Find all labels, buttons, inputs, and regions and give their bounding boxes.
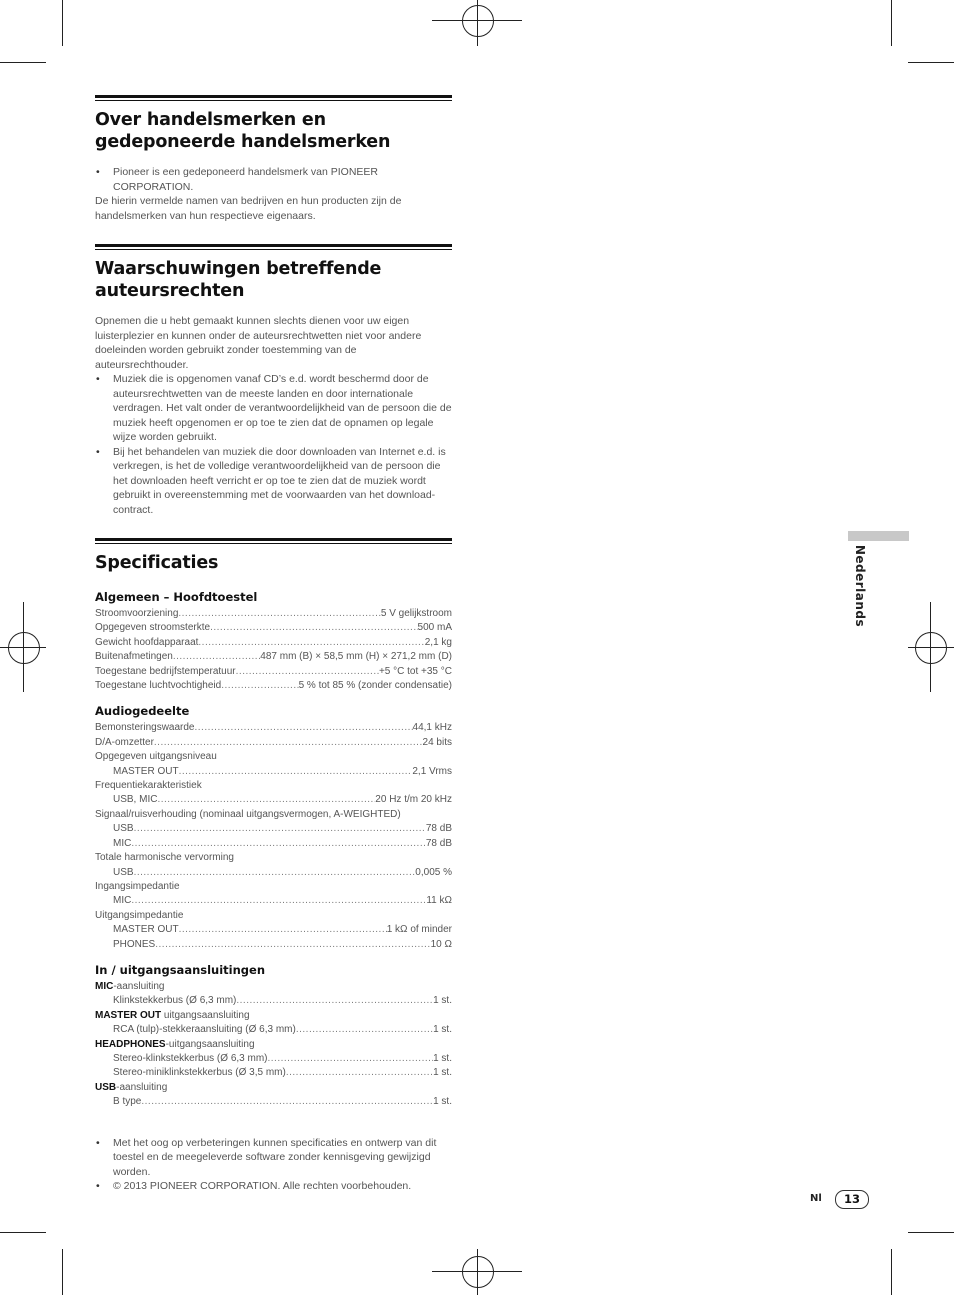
spec-row: Toegestane bedrijfstemperatuur ..... +5 °C tot +35 °C bbox=[95, 665, 452, 679]
spec-label: MASTER OUT uitgangsaansluiting bbox=[95, 1009, 250, 1021]
spec-row: USB ..... 78 dB bbox=[95, 822, 452, 836]
section-rule bbox=[95, 244, 452, 250]
general-specs bbox=[95, 590, 452, 693]
spec-row: Buitenafmetingen ..... 487 mm (B) × 58,5 mm (H) × 271,2 mm (D) bbox=[95, 650, 452, 664]
spec-row: Gewicht hoofdapparaat ..... 2,1 kg bbox=[95, 636, 452, 650]
copyright-paragraph: Opnemen die u hebt gemaakt kunnen slechts dienen voor uw eigen luisterplezier en kunnen onder de auteursrechtwetten niet voor andere doeleinden worden gebruikt zonder toestemming van de auteursrechthouder. bbox=[95, 315, 422, 371]
spec-row: USB ..... 0,005 % bbox=[95, 866, 452, 880]
general-heading: Algemeen – Hoofdtoestel bbox=[95, 590, 258, 604]
spec-label: Uitgangsimpedantie bbox=[95, 909, 184, 921]
spec-label: Totale harmonische vervorming bbox=[95, 852, 234, 864]
spec-row: B type ..... 1 st. bbox=[95, 1095, 452, 1109]
spec-row: PHONES ..... 10 Ω bbox=[95, 938, 452, 952]
language-tab bbox=[848, 531, 909, 541]
copyright-bullet: • Bij het behandelen van muziek die door downloaden van Internet e.d. is verkregen, is het de volledige verantwoordelijkheid van de persoon die het downloaden heeft verricht er op toe te zien dat de muziek wordt gebruikt in overeenstemming met de voorwaarden van het download-contract. bbox=[95, 445, 452, 518]
spec-row: Stereo-miniklinkstekkerbus (Ø 3,5 mm) ..... 1 st. bbox=[95, 1066, 452, 1080]
spec-label: Frequentiekarakteristiek bbox=[95, 780, 202, 792]
spec-label: HEADPHONES-uitgangsaansluiting bbox=[95, 1038, 255, 1050]
trademarks-title: Over handelsmerken en gedeponeerde handelsmerken bbox=[95, 110, 391, 152]
spec-row: RCA (tulp)-stekkeraansluiting (Ø 6,3 mm) ..... 1 st. bbox=[95, 1023, 452, 1037]
spec-label: USB-aansluiting bbox=[95, 1081, 168, 1093]
specs-section bbox=[95, 538, 452, 1194]
spec-label: Opgegeven uitgangsniveau bbox=[95, 751, 217, 763]
spec-row: Stroomvoorziening ..... 5 V gelijkstroom bbox=[95, 607, 452, 621]
copyright-section bbox=[95, 244, 452, 517]
page-number: 13 bbox=[835, 1190, 869, 1209]
spec-label: Ingangsimpedantie bbox=[95, 880, 180, 892]
note-bullet: • © 2013 PIONEER CORPORATION. Alle rechten voorbehouden. bbox=[95, 1179, 452, 1194]
spec-row: Klinkstekkerbus (Ø 6,3 mm) ..... 1 st. bbox=[95, 994, 452, 1008]
spec-row: MIC ..... 11 kΩ bbox=[95, 894, 452, 908]
spec-row: USB, MIC ..... 20 Hz t/m 20 kHz bbox=[95, 793, 452, 807]
spec-label: Signaal/ruisverhouding (nominaal uitgangsvermogen, A-WEIGHTED) bbox=[95, 808, 401, 820]
spec-row: D/A-omzetter ..... 24 bits bbox=[95, 736, 452, 750]
spec-row: MASTER OUT ..... 1 kΩ of minder bbox=[95, 923, 452, 937]
spec-row: Stereo-klinkstekkerbus (Ø 6,3 mm) ..... 1 st. bbox=[95, 1052, 452, 1066]
spec-row: Toegestane luchtvochtigheid ..... 5 % tot 85 % (zonder condensatie) bbox=[95, 679, 452, 693]
main-column bbox=[95, 95, 452, 1194]
audio-specs bbox=[95, 704, 452, 952]
note-bullet: • Met het oog op verbeteringen kunnen specificaties en ontwerp van dit toestel en de meegeleverde software zonder kennisgeving gewijzigd worden. bbox=[95, 1136, 452, 1180]
section-rule bbox=[95, 95, 452, 101]
spec-label: MIC-aansluiting bbox=[95, 980, 165, 992]
footer-language: Nl bbox=[810, 1193, 822, 1204]
trademarks-bullet: • Pioneer is een gedeponeerd handelsmerk van PIONEER CORPORATION. bbox=[95, 165, 452, 194]
trademarks-section bbox=[95, 95, 452, 223]
specs-title: Specificaties bbox=[95, 553, 219, 573]
trademarks-paragraph: De hierin vermelde namen van bedrijven en hun producten zijn de handelsmerken van hun respectieve eigenaars. bbox=[95, 195, 402, 222]
spec-row: Bemonsteringswaarde ..... 44,1 kHz bbox=[95, 721, 452, 735]
copyright-bullet: • Muziek die is opgenomen vanaf CD’s e.d. wordt beschermd door de auteursrechtwetten van de meeste landen en door internationale verdragen. Het valt onder de verantwoordelijkheid van de persoon die de muziek heeft opgenomen er op toe te zien dat de opnamen op legale wijze worden gebruikt. bbox=[95, 372, 452, 445]
section-rule bbox=[95, 538, 452, 544]
spec-row: Opgegeven stroomsterkte ..... 500 mA bbox=[95, 621, 452, 635]
io-specs bbox=[95, 963, 452, 1110]
spec-row: MIC ..... 78 dB bbox=[95, 837, 452, 851]
spec-notes bbox=[95, 1136, 452, 1194]
io-heading: In / uitgangsaansluitingen bbox=[95, 962, 266, 977]
copyright-title: Waarschuwingen betreffende auteursrechten bbox=[95, 259, 382, 301]
language-label: Nederlands bbox=[853, 544, 867, 628]
audio-heading: Audiogedeelte bbox=[95, 704, 190, 719]
spec-row: MASTER OUT ..... 2,1 Vrms bbox=[95, 765, 452, 779]
